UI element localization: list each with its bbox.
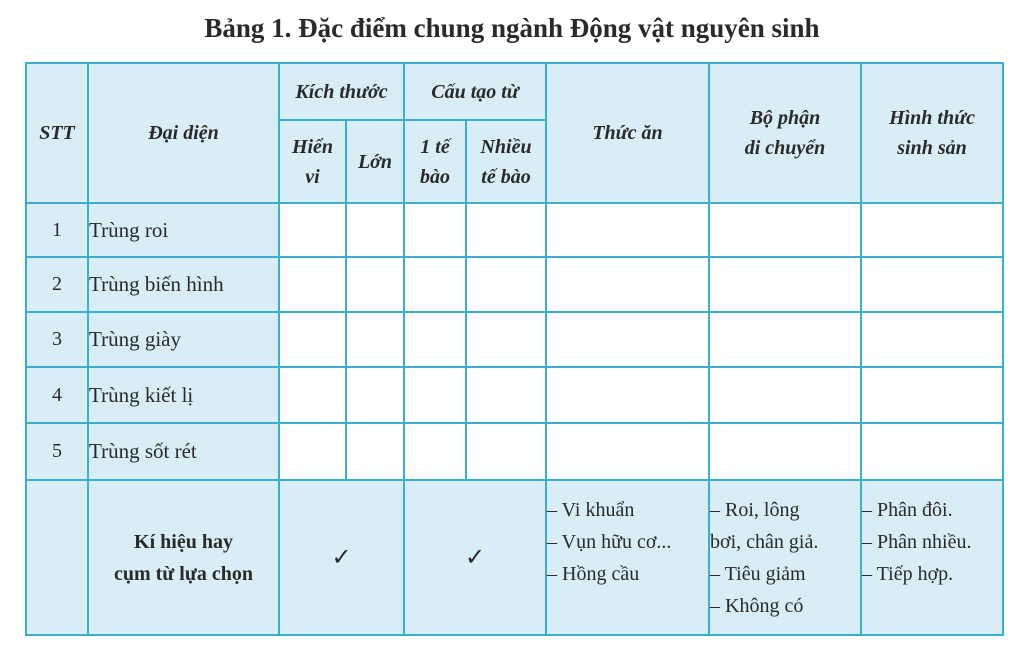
empty-cell: [279, 312, 346, 367]
empty-cell: [404, 203, 466, 257]
empty-cell: [709, 423, 861, 480]
header-reproduction: [861, 63, 1003, 203]
movement-option: – Không có: [710, 594, 804, 617]
empty-cell: [466, 367, 546, 423]
row-representative: Trùng kiết lị: [88, 367, 279, 423]
movement-option: – Roi, lông: [710, 498, 800, 521]
reproduction-options: [861, 480, 1003, 635]
empty-cell: [279, 257, 346, 312]
empty-cell: [546, 423, 709, 480]
empty-cell: [861, 257, 1003, 312]
food-option: – Vụn hữu cơ...: [547, 530, 672, 553]
empty-cell: [346, 367, 404, 423]
empty-cell: [279, 367, 346, 423]
legend-row: [26, 480, 1003, 635]
structure-check-mark: ✓: [404, 480, 546, 635]
movement-option: – Tiêu giảm: [710, 562, 806, 585]
empty-cell: [546, 203, 709, 257]
row-representative: Trùng sốt rét: [88, 423, 279, 480]
empty-cell: [404, 257, 466, 312]
empty-cell: [404, 423, 466, 480]
empty-cell: [404, 312, 466, 367]
row-number: 3: [26, 312, 88, 367]
empty-cell: [346, 423, 404, 480]
empty-cell: [466, 312, 546, 367]
empty-cell: [466, 423, 546, 480]
row-number: 1: [26, 203, 88, 257]
table-row: [26, 257, 1003, 312]
row-number: 2: [26, 257, 88, 312]
header-single-cell-line2: bào: [420, 165, 451, 188]
table-title: Bảng 1. Đặc điểm chung ngành Động vật nguyên sinh: [204, 13, 820, 43]
reproduction-option: – Phân nhiều.: [862, 530, 972, 553]
empty-cell: [279, 203, 346, 257]
empty-cell: [861, 203, 1003, 257]
header-single-cell-line1: 1 tế: [420, 135, 450, 158]
header-movement-line2: di chuyển: [744, 137, 826, 159]
empty-cell: [346, 203, 404, 257]
reproduction-option: – Phân đôi.: [862, 498, 953, 521]
empty-cell: [279, 423, 346, 480]
header-reproduction-line1: Hình thức: [889, 107, 975, 129]
legend-label: [88, 480, 279, 635]
row-representative: Trùng giày: [88, 312, 279, 367]
header-food: Thức ăn: [546, 63, 709, 203]
header-single-cell: [404, 120, 466, 203]
header-large: Lớn: [346, 120, 404, 203]
header-row-1: [26, 63, 1003, 120]
legend-label-line2: cụm từ lựa chọn: [113, 562, 253, 585]
header-movement: [709, 63, 861, 203]
empty-cell: [466, 257, 546, 312]
empty-cell: [546, 312, 709, 367]
row-number: 5: [26, 423, 88, 480]
empty-cell: [466, 203, 546, 257]
header-multi-cell-line2: tế bào: [481, 165, 531, 188]
empty-cell: [861, 312, 1003, 367]
empty-cell: [546, 257, 709, 312]
food-options: [546, 480, 709, 635]
empty-cell: [709, 312, 861, 367]
table-row: [26, 423, 1003, 480]
header-multi-cell: [466, 120, 546, 203]
header-multi-cell-line1: Nhiều: [480, 135, 532, 158]
food-option: – Hồng cầu: [547, 562, 640, 585]
row-number: 4: [26, 367, 88, 423]
header-size: Kích thước: [279, 63, 404, 120]
food-option: – Vi khuẩn: [547, 498, 635, 521]
empty-cell: [404, 367, 466, 423]
header-microscopic: [279, 120, 346, 203]
size-check-mark: ✓: [279, 480, 404, 635]
table-row: [26, 367, 1003, 423]
row-representative: Trùng biến hình: [88, 257, 279, 312]
empty-cell: [546, 367, 709, 423]
characteristics-table: [25, 62, 1004, 636]
header-representative: Đại diện: [88, 63, 279, 203]
empty-cell: [709, 203, 861, 257]
empty-cell: [346, 257, 404, 312]
header-stt: STT: [26, 63, 88, 203]
empty-cell: [346, 312, 404, 367]
reproduction-option: – Tiếp hợp.: [862, 562, 954, 585]
table-row: [26, 312, 1003, 367]
header-structure: Cấu tạo từ: [404, 63, 546, 120]
empty-cell: [709, 367, 861, 423]
table-row: [26, 203, 1003, 257]
empty-cell: [861, 367, 1003, 423]
header-microscopic-line1: Hiển: [291, 135, 334, 158]
legend-label-line1: Kí hiệu hay: [134, 530, 233, 553]
empty-cell: [709, 257, 861, 312]
empty-cell: [861, 423, 1003, 480]
header-movement-line1: Bộ phận: [749, 107, 821, 129]
movement-options: [709, 480, 861, 635]
header-microscopic-line2: vi: [305, 165, 320, 188]
movement-option: bơi, chân giả.: [710, 530, 819, 553]
row-representative: Trùng roi: [88, 203, 279, 257]
legend-stt-cell: [26, 480, 88, 635]
header-reproduction-line2: sinh sản: [897, 137, 967, 159]
